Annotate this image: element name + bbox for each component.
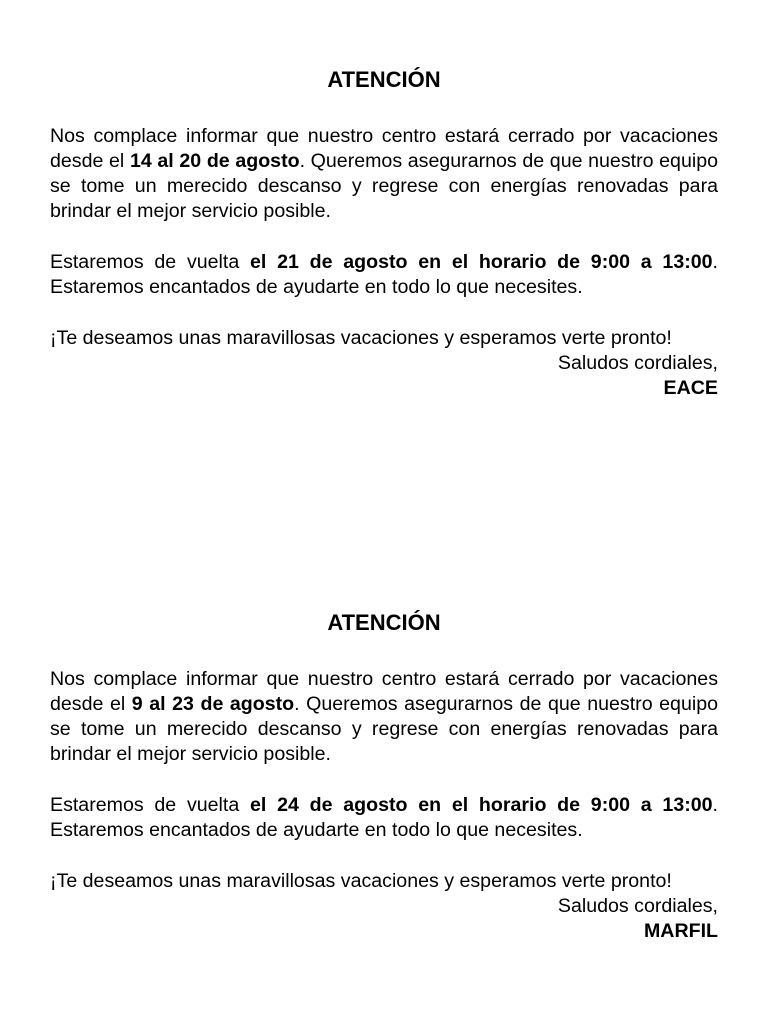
closure-paragraph — [50, 124, 718, 224]
closure-text-end: . Queremos asegurarnos de que nuestro equipo se tome un merecido descanso y regrese con energías renovadas para brindar el mejor servicio posible. — [50, 150, 718, 222]
wishes-paragraph: ¡Te deseamos unas maravillosas vacaciones y esperamos verte pronto! — [50, 327, 672, 349]
notice-marfil — [50, 609, 718, 944]
closure-paragraph — [50, 667, 718, 767]
return-text-end: . Estaremos encantados de ayudarte en todo lo que necesites. — [50, 251, 718, 298]
closure-text-start: Nos complace informar que nuestro centro estará cerrado por vacaciones desde el — [50, 668, 718, 715]
return-text-start: Estaremos de vuelta — [50, 251, 250, 273]
closing-line: Saludos cordiales, — [557, 895, 718, 917]
closure-text-end: . Queremos asegurarnos de que nuestro equipo se tome un merecido descanso y regrese con energías renovadas para brindar el mejor servicio posible. — [50, 693, 718, 765]
signature: MARFIL — [643, 920, 718, 942]
signature: EACE — [663, 377, 718, 399]
closure-dates: 14 al 20 de agosto — [129, 150, 300, 172]
closure-dates: 9 al 23 de agosto — [131, 693, 295, 715]
return-date-hours: el 21 de agosto en el horario de 9:00 a 13:00 — [249, 251, 713, 273]
return-text-end: . Estaremos encantados de ayudarte en todo lo que necesites. — [50, 794, 718, 841]
notice-eace — [50, 66, 718, 401]
notice-title: ATENCIÓN — [327, 67, 441, 92]
wishes-paragraph: ¡Te deseamos unas maravillosas vacaciones y esperamos verte pronto! — [50, 870, 672, 892]
return-paragraph — [50, 793, 718, 843]
closure-text-start: Nos complace informar que nuestro centro estará cerrado por vacaciones desde el — [50, 125, 718, 172]
closing-line: Saludos cordiales, — [557, 352, 718, 374]
notice-title: ATENCIÓN — [327, 610, 441, 635]
return-text-start: Estaremos de vuelta — [50, 794, 250, 816]
return-paragraph — [50, 250, 718, 300]
return-date-hours: el 24 de agosto en el horario de 9:00 a 13:00 — [249, 794, 713, 816]
